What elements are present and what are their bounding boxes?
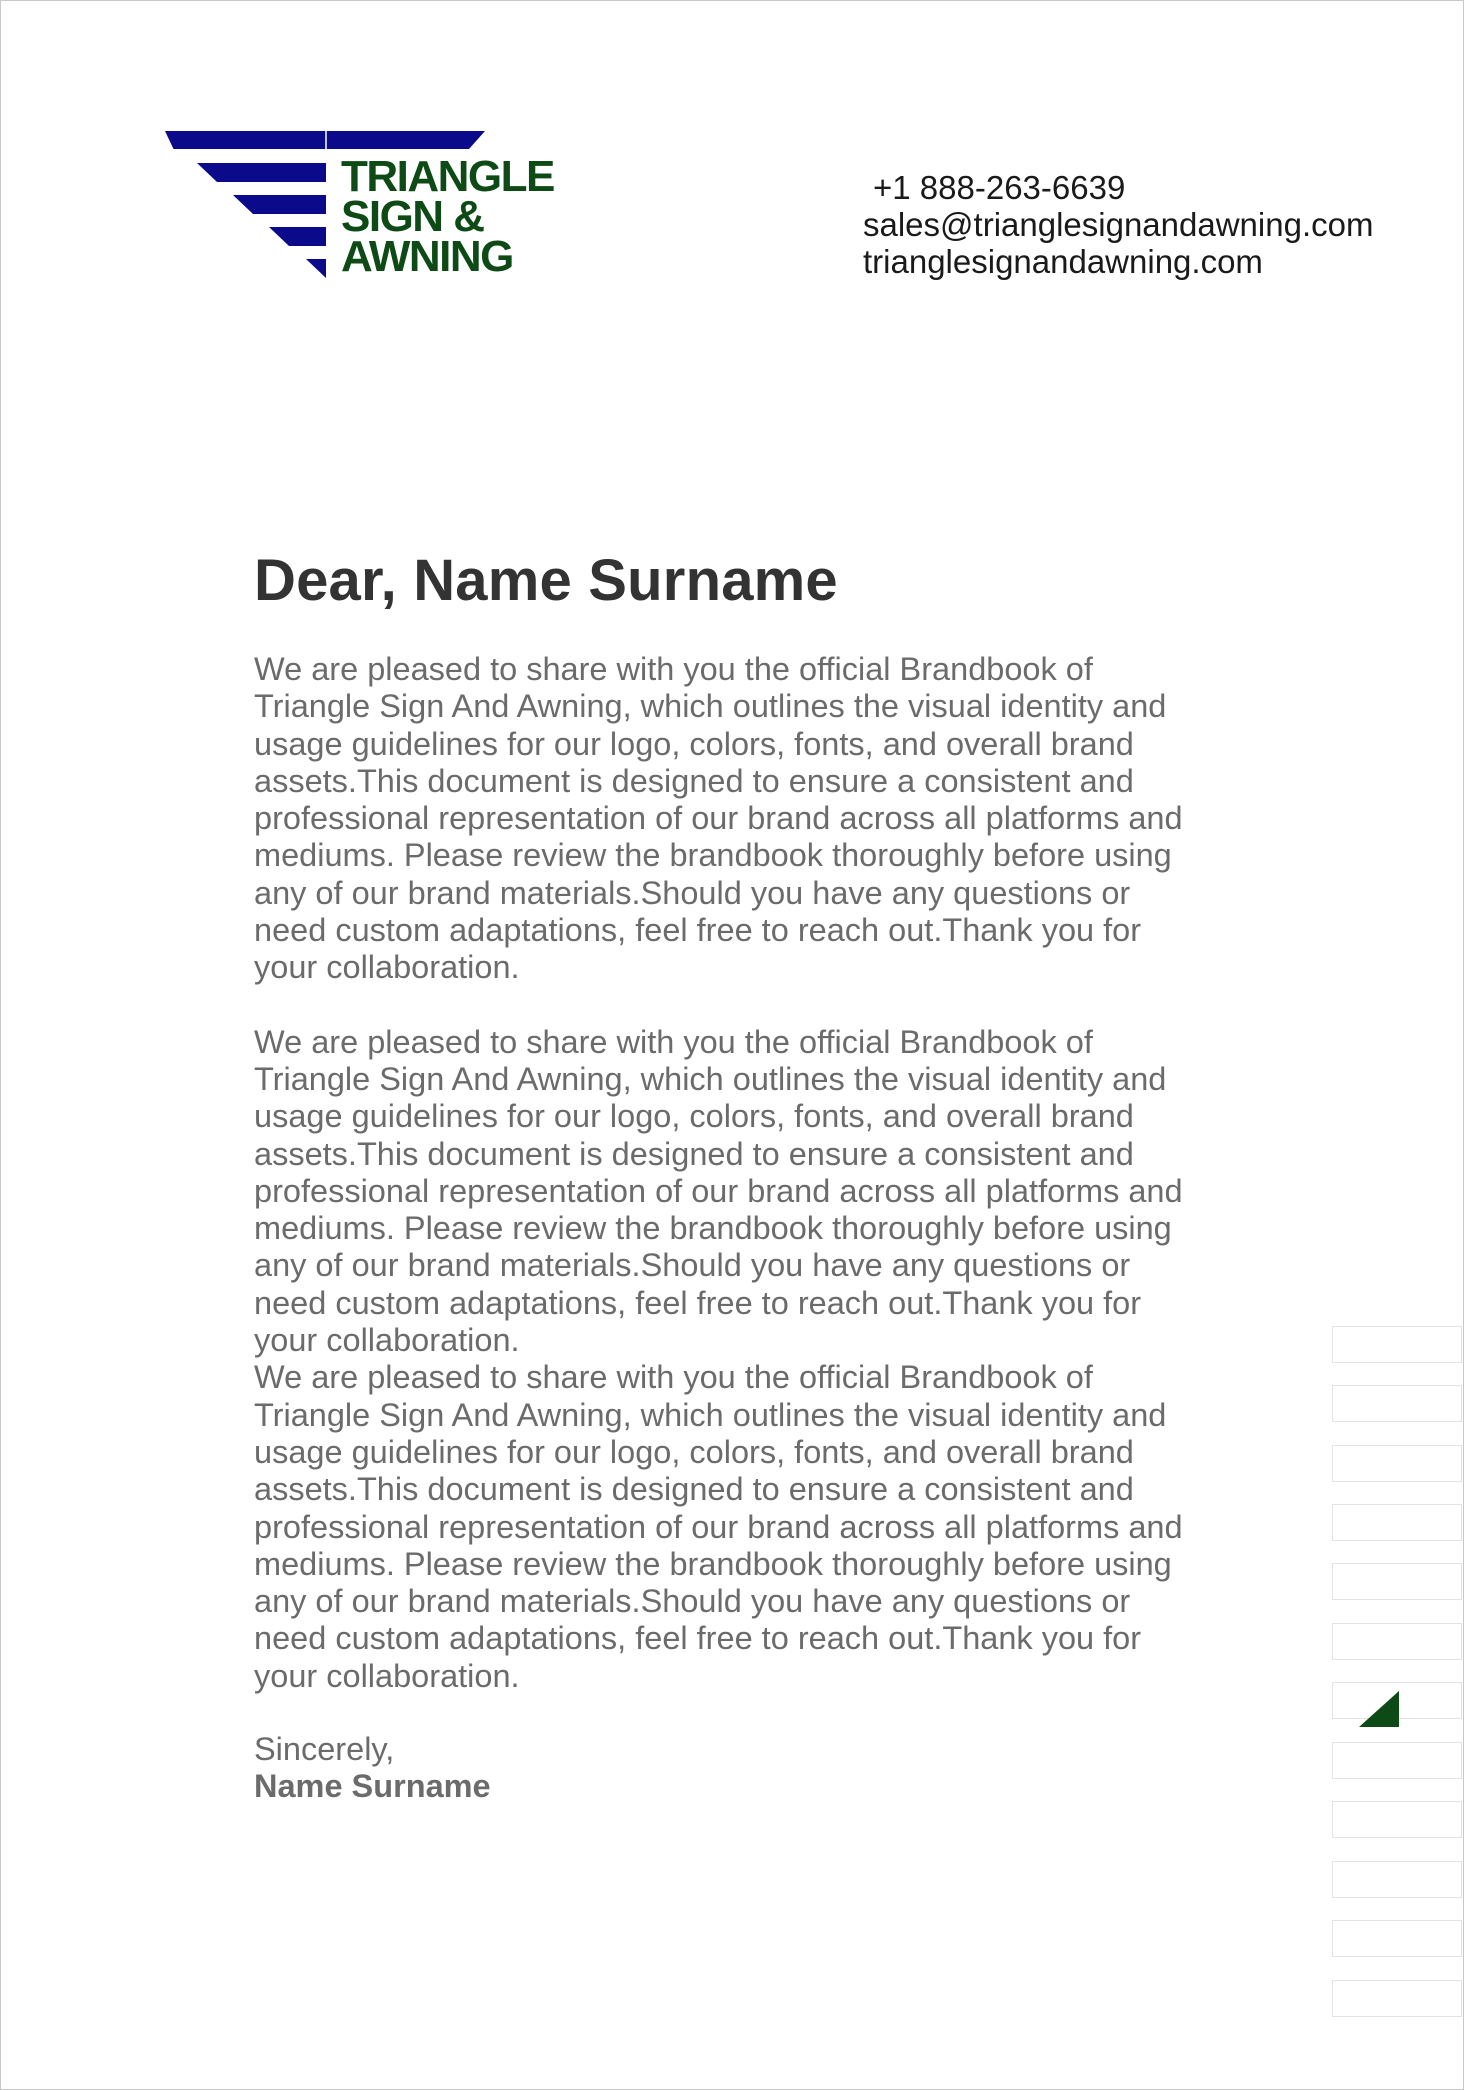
contact-block: [863, 169, 1373, 280]
corner-triangle-icon: [1359, 1691, 1399, 1727]
strip-cell: [1332, 1623, 1462, 1660]
strip-cell: [1332, 1920, 1462, 1957]
body-paragraph-2: We are pleased to share with you the official Brandbook of Triangle Sign And Awning, which outlines the visual identity and usage guidelines for our logo, colors, fonts, and overall brand assets.This document is designed to ensure a consistent and professional representation of our brand across all platforms and mediums. Please review the brandbook thoroughly before using any of our brand materials.Should you have any questions or need custom adaptations, feel free to reach out.Thank you for your collaboration.: [254, 1023, 1183, 1359]
signature-name: Name Surname: [254, 1768, 491, 1804]
contact-email: sales@trianglesignandawning.com: [863, 206, 1374, 243]
strip-cell: [1332, 1326, 1462, 1363]
body-paragraph-3: We are pleased to share with you the official Brandbook of Triangle Sign And Awning, which outlines the visual identity and usage guidelines for our logo, colors, fonts, and overall brand assets.This document is designed to ensure a consistent and professional representation of our brand across all platforms and mediums. Please review the brandbook thoroughly before using any of our brand materials.Should you have any questions or need custom adaptations, feel free to reach out.Thank you for your collaboration.: [254, 1359, 1183, 1694]
letter-closing: [254, 1731, 491, 1805]
logo-top-bar-icon: [165, 131, 485, 153]
contact-website: trianglesignandawning.com: [863, 243, 1263, 280]
company-logo: [165, 129, 565, 289]
logo-line-3: AWNING: [341, 232, 513, 281]
logo-wordmark: [341, 152, 554, 281]
logo-line-1: TRIANGLE: [341, 152, 554, 201]
strip-cell: [1332, 1445, 1462, 1482]
strip-cell: [1332, 1385, 1462, 1422]
strip-cell: [1332, 1682, 1462, 1719]
strip-cell: [1332, 1563, 1462, 1600]
letter-salutation: Dear, Name Surname: [254, 548, 838, 613]
strip-cell: [1332, 1801, 1462, 1838]
strip-cell: [1332, 1980, 1462, 2017]
contact-phone: +1 888-263-6639: [873, 169, 1126, 206]
strip-cell: [1332, 1861, 1462, 1898]
body-paragraph-1: We are pleased to share with you the official Brandbook of Triangle Sign And Awning, which outlines the visual identity and usage guidelines for our logo, colors, fonts, and overall brand assets.This document is designed to ensure a consistent and professional representation of our brand across all platforms and mediums. Please review the brandbook thoroughly before using any of our brand materials.Should you have any questions or need custom adaptations, feel free to reach out.Thank you for your collaboration.: [254, 651, 1183, 986]
strip-cell: [1332, 1504, 1462, 1541]
closing-phrase: Sincerely,: [254, 1731, 395, 1767]
letter-body: [254, 651, 1204, 1695]
strip-cell: [1332, 1742, 1462, 1779]
logo-line-2: SIGN &: [341, 192, 484, 241]
